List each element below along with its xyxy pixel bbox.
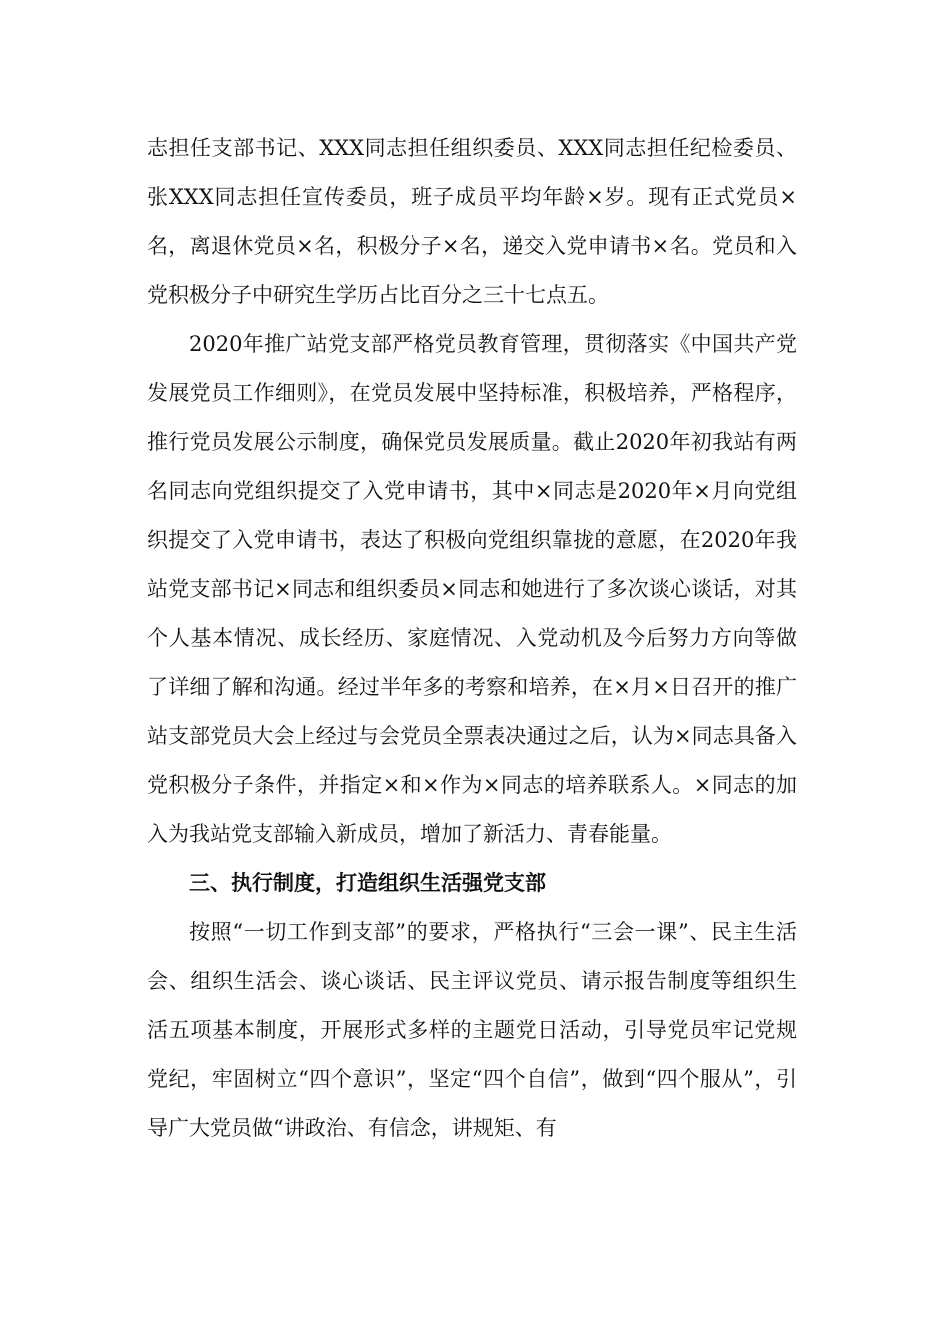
paragraph-committee-members: 志担任支部书记、XXX同志担任组织委员、XXX同志担任纪检委员、张XXX同志担任宣传委员，班子成员平均年龄×岁。现有正式党员×名，离退休党员×名，积极分子×名，递交入党申请书×名。党员和入党积极分子中研究生学历占比百分之三十七点五。 (147, 136, 797, 307)
document-page (147, 124, 797, 1153)
paragraph-member-development: 2020年推广站党支部严格党员教育管理，贯彻落实《中国共产党发展党员工作细则》，在党员发展中坚持标准，积极培养，严格程序，推行党员发展公示制度，确保党员发展质量。截止2020年初我站有两名同志向党组织提交了入党申请书，其中×同志是2020年×月向党组织提交了入党申请书，表达了积极向党组织靠拢的意愿，在2020年我站党支部书记×同志和组织委员×同志和她进行了多次谈心谈话，对其个人基本情况、成长经历、家庭情况、入党动机及今后努力方向等做了详细了解和沟通。经过半年多的考察和培养，在×月×日召开的推广站支部党员大会上经过与会党员全票表决通过之后，认为×同志具备入党积极分子条件，并指定×和×作为×同志的培养联系人。×同志的加入为我站党支部输入新成员，增加了新活力、青春能量。 (147, 332, 797, 846)
paragraph-organizational-life: 按照“一切工作到支部”的要求，严格执行“三会一课”、民主生活会、组织生活会、谈心谈话、民主评议党员、请示报告制度等组织生活五项基本制度，开展形式多样的主题党日活动，引导党员牢记党规党纪，牢固树立“四个意识”，坚定“四个自信”，做到“四个服从”，引导广大党员做“讲政治、有信念，讲规矩、有 (147, 920, 797, 1140)
section-heading-three: 三、执行制度，打造组织生活强党支部 (189, 871, 546, 895)
